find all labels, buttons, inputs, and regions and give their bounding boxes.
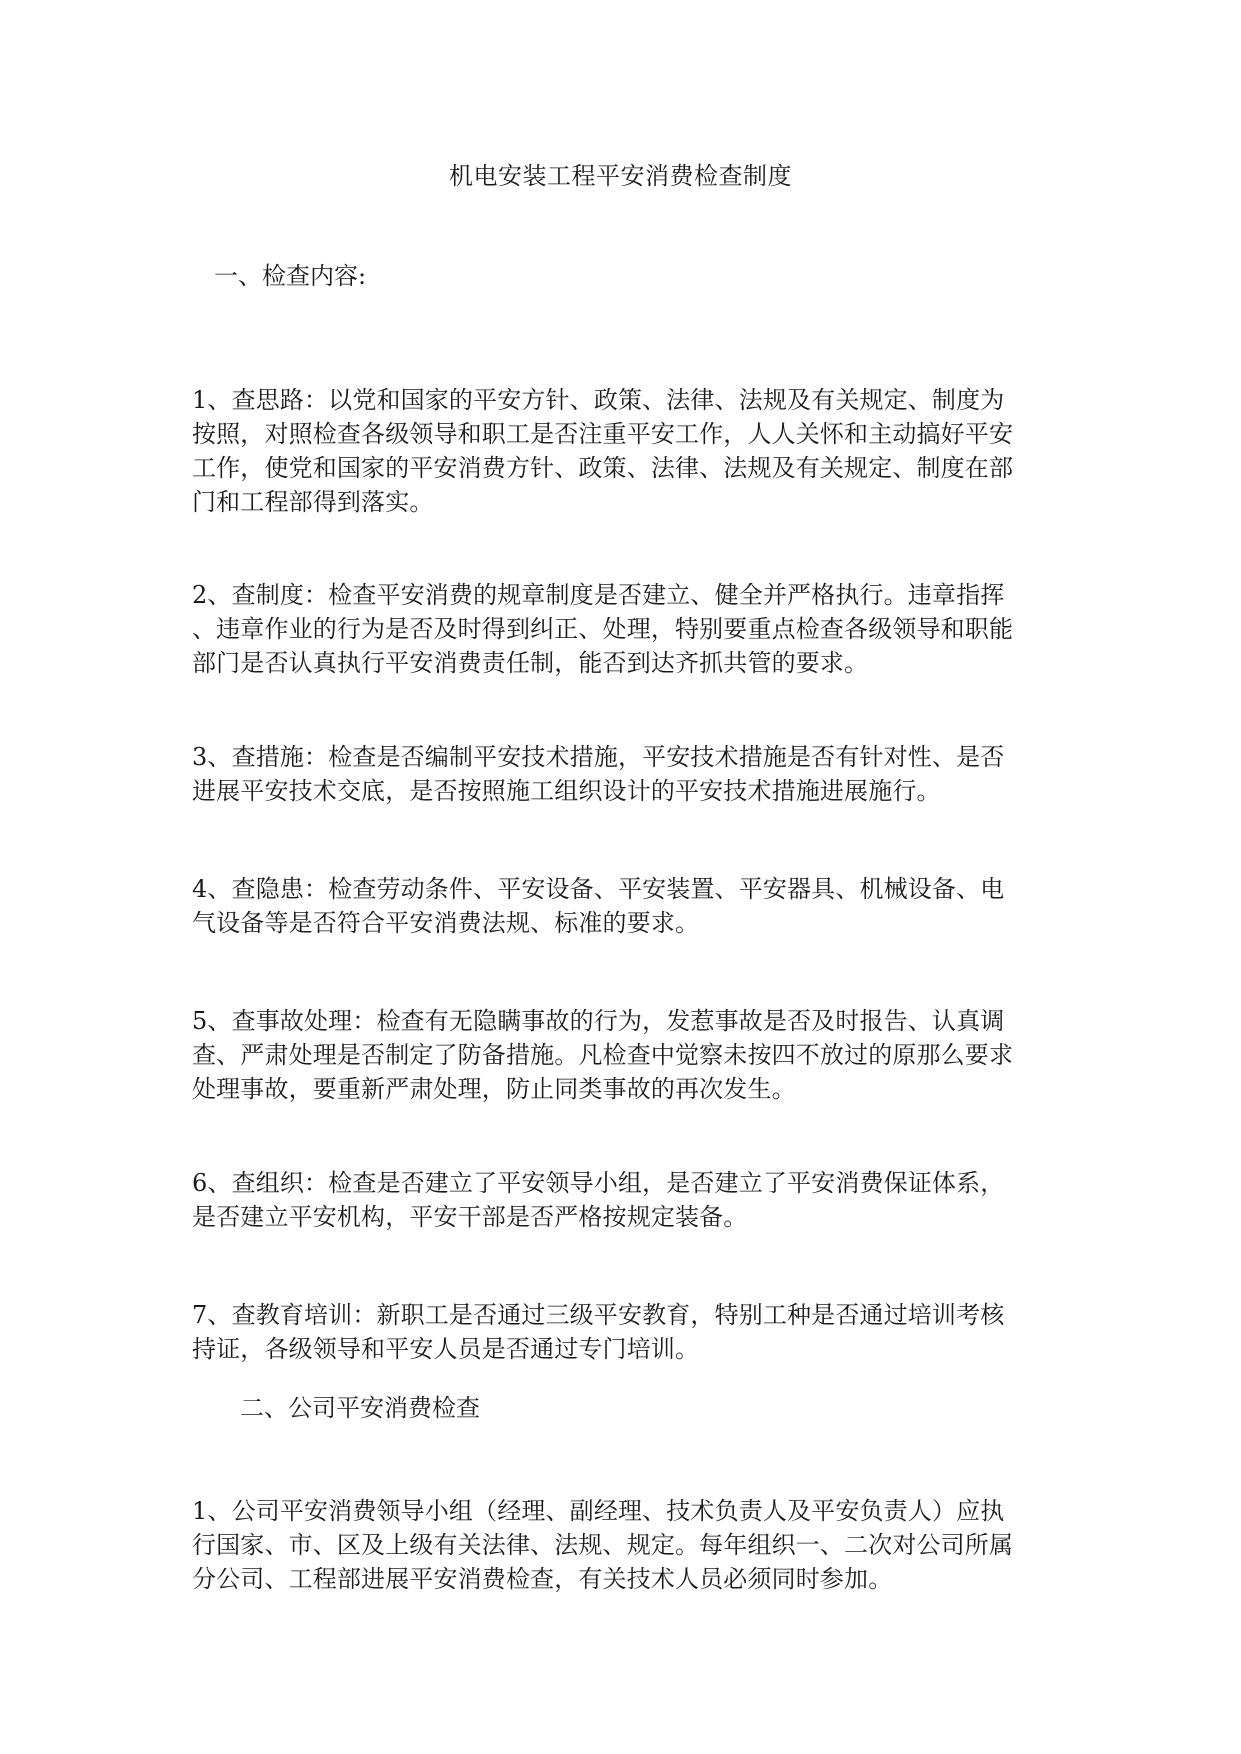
section-1-item-5	[192, 1004, 1013, 1106]
paragraph-line: 3、查措施：检查是否编制平安技术措施，平安技术措施是否有针对性、是否	[192, 743, 1005, 771]
section-1-heading: 一、检查内容:	[214, 262, 367, 290]
paragraph-line: 持证，各级领导和平安人员是否通过专门培训。	[192, 1335, 700, 1363]
paragraph-line: 工作，使党和国家的平安消费方针、政策、法律、法规及有关规定、制度在部	[192, 454, 1014, 482]
paragraph-line: 1、查思路：以党和国家的平安方针、政策、法律、法规及有关规定、制度为	[192, 386, 1005, 414]
paragraph-line: 进展平安技术交底，是否按照施工组织设计的平安技术措施进展施行。	[192, 777, 941, 805]
paragraph-line: 是否建立平安机构，平安干部是否严格按规定装备。	[192, 1203, 748, 1231]
section-1-item-7	[192, 1298, 1004, 1366]
paragraph-line: 、违章作业的行为是否及时得到纠正、处理，特别要重点检查各级领导和职能	[192, 615, 1014, 643]
document-title: 机电安装工程平安消费检查制度	[449, 162, 792, 190]
section-1-item-4	[192, 872, 1004, 940]
section-1-item-2	[192, 578, 1013, 680]
paragraph-line: 气设备等是否符合平安消费法规、标准的要求。	[192, 909, 700, 937]
paragraph-line: 按照，对照检查各级领导和职工是否注重平安工作，人人关怀和主动搞好平安	[192, 420, 1014, 448]
paragraph-line: 门和工程部得到落实。	[192, 488, 434, 516]
paragraph-line: 6、查组织：检查是否建立了平安领导小组，是否建立了平安消费保证体系，	[192, 1169, 1005, 1197]
section-1-item-6	[192, 1166, 1004, 1234]
paragraph-line: 分公司、工程部进展平安消费检查，有关技术人员必须同时参加。	[192, 1565, 893, 1593]
section-1-item-1	[192, 383, 1013, 519]
paragraph-line: 处理事故，要重新严肃处理，防止同类事故的再次发生。	[192, 1075, 796, 1103]
paragraph-line: 4、查隐患：检查劳动条件、平安设备、平安装置、平安器具、机械设备、电	[192, 875, 1005, 903]
paragraph-line: 查、严肃处理是否制定了防备措施。凡检查中觉察未按四不放过的原那么要求	[192, 1041, 1014, 1069]
section-2-heading: 二、公司平安消费检查	[240, 1394, 480, 1422]
paragraph-line: 行国家、市、区及上级有关法律、法规、规定。每年组织一、二次对公司所属	[192, 1531, 1014, 1559]
paragraph-line: 部门是否认真执行平安消费责任制，能否到达齐抓共管的要求。	[192, 649, 869, 677]
section-1-item-3	[192, 740, 1004, 808]
section-2-item-1	[192, 1494, 1013, 1596]
paragraph-line: 7、查教育培训：新职工是否通过三级平安教育，特别工种是否通过培训考核	[192, 1301, 1005, 1329]
paragraph-line: 2、查制度：检查平安消费的规章制度是否建立、健全并严格执行。违章指挥	[192, 581, 1005, 609]
paragraph-line: 1、公司平安消费领导小组（经理、副经理、技术负责人及平安负责人）应执	[192, 1497, 1005, 1525]
paragraph-line: 5、查事故处理：检查有无隐瞒事故的行为，发惹事故是否及时报告、认真调	[192, 1007, 1005, 1035]
